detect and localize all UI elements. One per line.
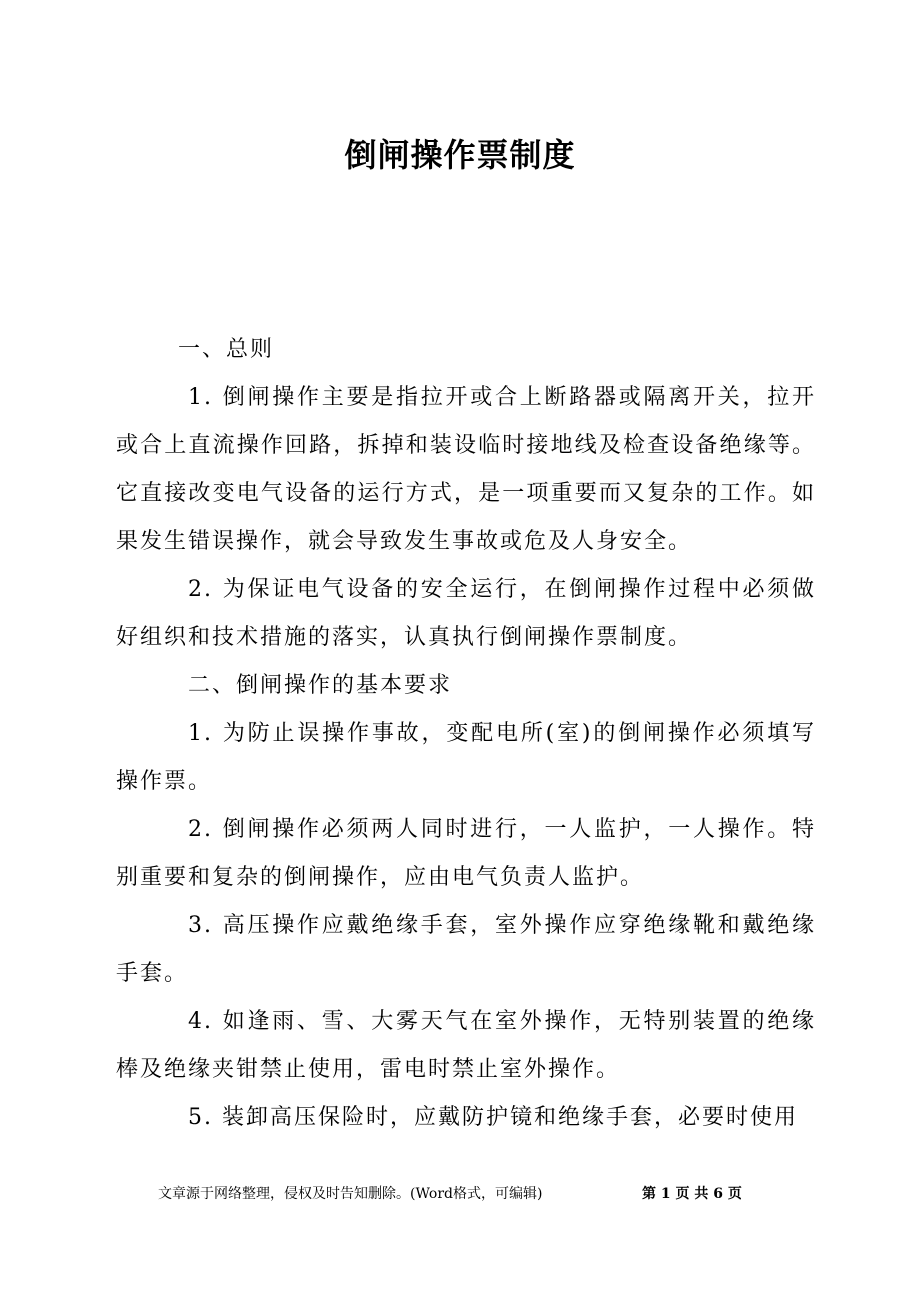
paragraph-requirement-3: 3. 高压操作应戴绝缘手套，室外操作应穿绝缘靴和戴绝缘手套。	[116, 913, 816, 986]
paragraph-requirement-4: 4. 如逢雨、雪、大雾天气在室外操作，无特别装置的绝缘棒及绝缘夹钳禁止使用，雷电时禁止室外操作。	[116, 1009, 816, 1082]
paragraph-requirement-1: 1. 为防止误操作事故，变配电所(室)的倒闸操作必须填写操作票。	[116, 721, 816, 794]
paragraph-requirement-5: 5. 装卸高压保险时，应戴防护镜和绝缘手套，必要时使用	[188, 1105, 798, 1130]
page-title: 倒闸操作票制度	[344, 136, 576, 174]
paragraph-general-1: 1. 倒闸操作主要是指拉开或合上断路器或隔离开关，拉开或合上直流操作回路，拆掉和装设临时接地线及检查设备绝缘等。它直接改变电气设备的运行方式，是一项重要而又复杂的工作。如果发生错误操作，就会导致发生事故或危及人身安全。	[116, 385, 816, 554]
section-heading-general: 一、总则	[178, 337, 275, 362]
paragraph-general-2: 2. 为保证电气设备的安全运行，在倒闸操作过程中必须做好组织和技术措施的落实，认真执行倒闸操作票制度。	[116, 577, 816, 650]
footer-notice: 文章源于网络整理，侵权及时告知删除。(Word格式，可编辑)	[158, 1186, 543, 1202]
section-heading-requirements: 二、倒闸操作的基本要求	[188, 673, 453, 698]
page-number: 第 1 页 共 6 页	[642, 1186, 742, 1202]
paragraph-requirement-2: 2. 倒闸操作必须两人同时进行，一人监护，一人操作。特别重要和复杂的倒闸操作，应由电气负责人监护。	[116, 817, 816, 890]
document-body	[116, 326, 816, 1142]
